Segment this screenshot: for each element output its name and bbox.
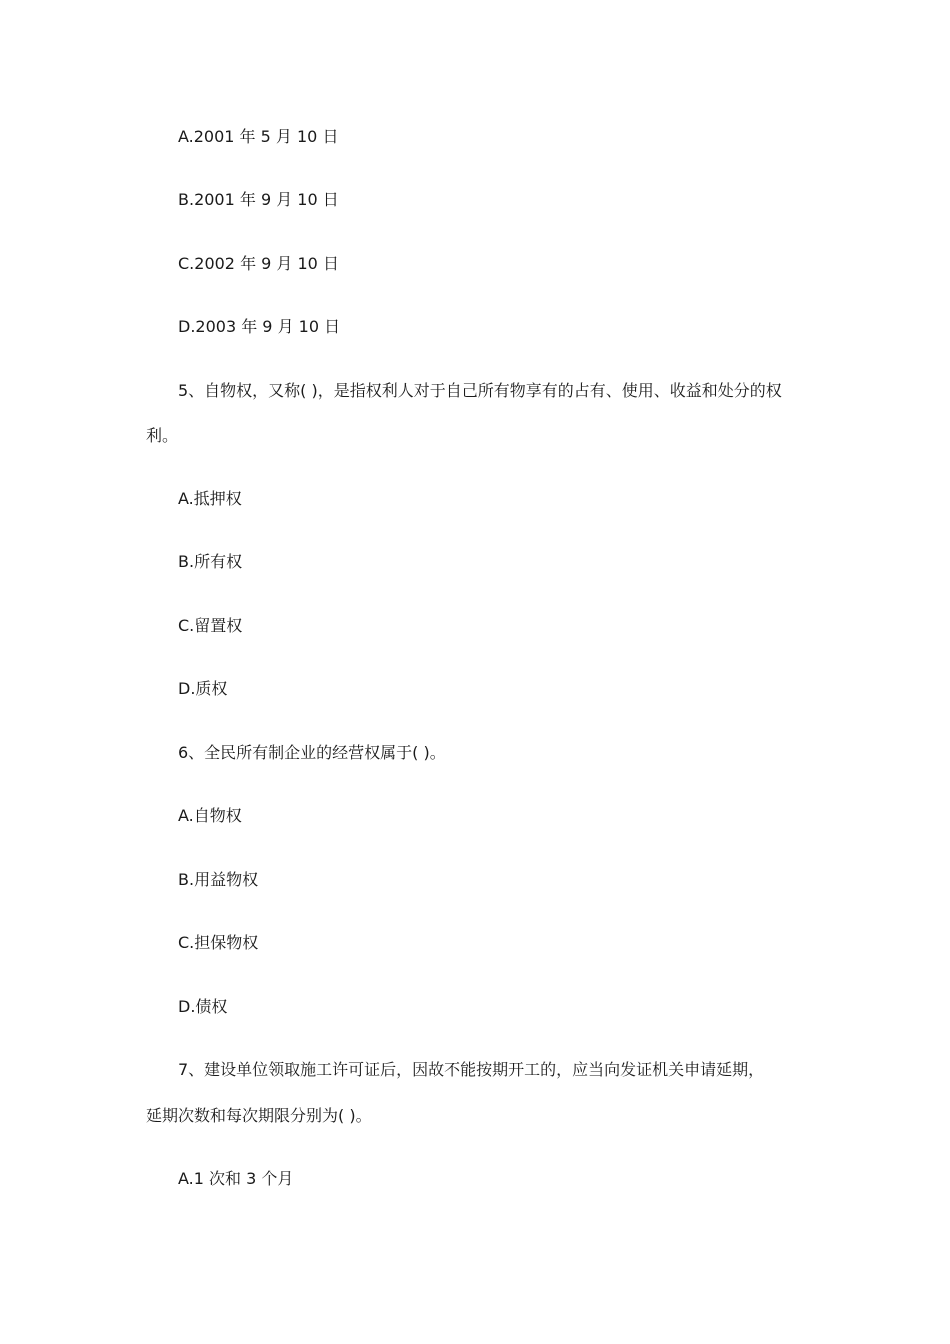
- q5-option-d: D.质权: [178, 679, 228, 698]
- q5-option-a: A.抵押权: [178, 489, 242, 508]
- q5-option-c: C.留置权: [178, 616, 243, 635]
- q6-option-c: C.担保物权: [178, 933, 259, 952]
- q6-option-a: A.自物权: [178, 806, 242, 825]
- q4-option-b: B.2001 年 9 月 10 日: [178, 190, 339, 209]
- q6-option-d: D.债权: [178, 997, 228, 1016]
- q5-option-b: B.所有权: [178, 552, 243, 571]
- q4-option-c: C.2002 年 9 月 10 日: [178, 254, 339, 273]
- q7-option-a: A.1 次和 3 个月: [178, 1169, 294, 1188]
- q4-option-a: A.2001 年 5 月 10 日: [178, 127, 339, 146]
- q5-stem-line2: 利。: [146, 426, 179, 445]
- q6-option-b: B.用益物权: [178, 870, 259, 889]
- q5-stem-line1: 5、自物权，又称( )，是指权利人对于自己所有物享有的占有、使用、收益和处分的权: [178, 381, 782, 400]
- q7-stem-line2: 延期次数和每次期限分别为( )。: [146, 1106, 372, 1125]
- q7-stem-line1: 7、建设单位领取施工许可证后，因故不能按期开工的，应当向发证机关申请延期，: [178, 1060, 765, 1079]
- q4-option-d: D.2003 年 9 月 10 日: [178, 317, 341, 336]
- q6-stem: 6、全民所有制企业的经营权属于( )。: [178, 743, 446, 762]
